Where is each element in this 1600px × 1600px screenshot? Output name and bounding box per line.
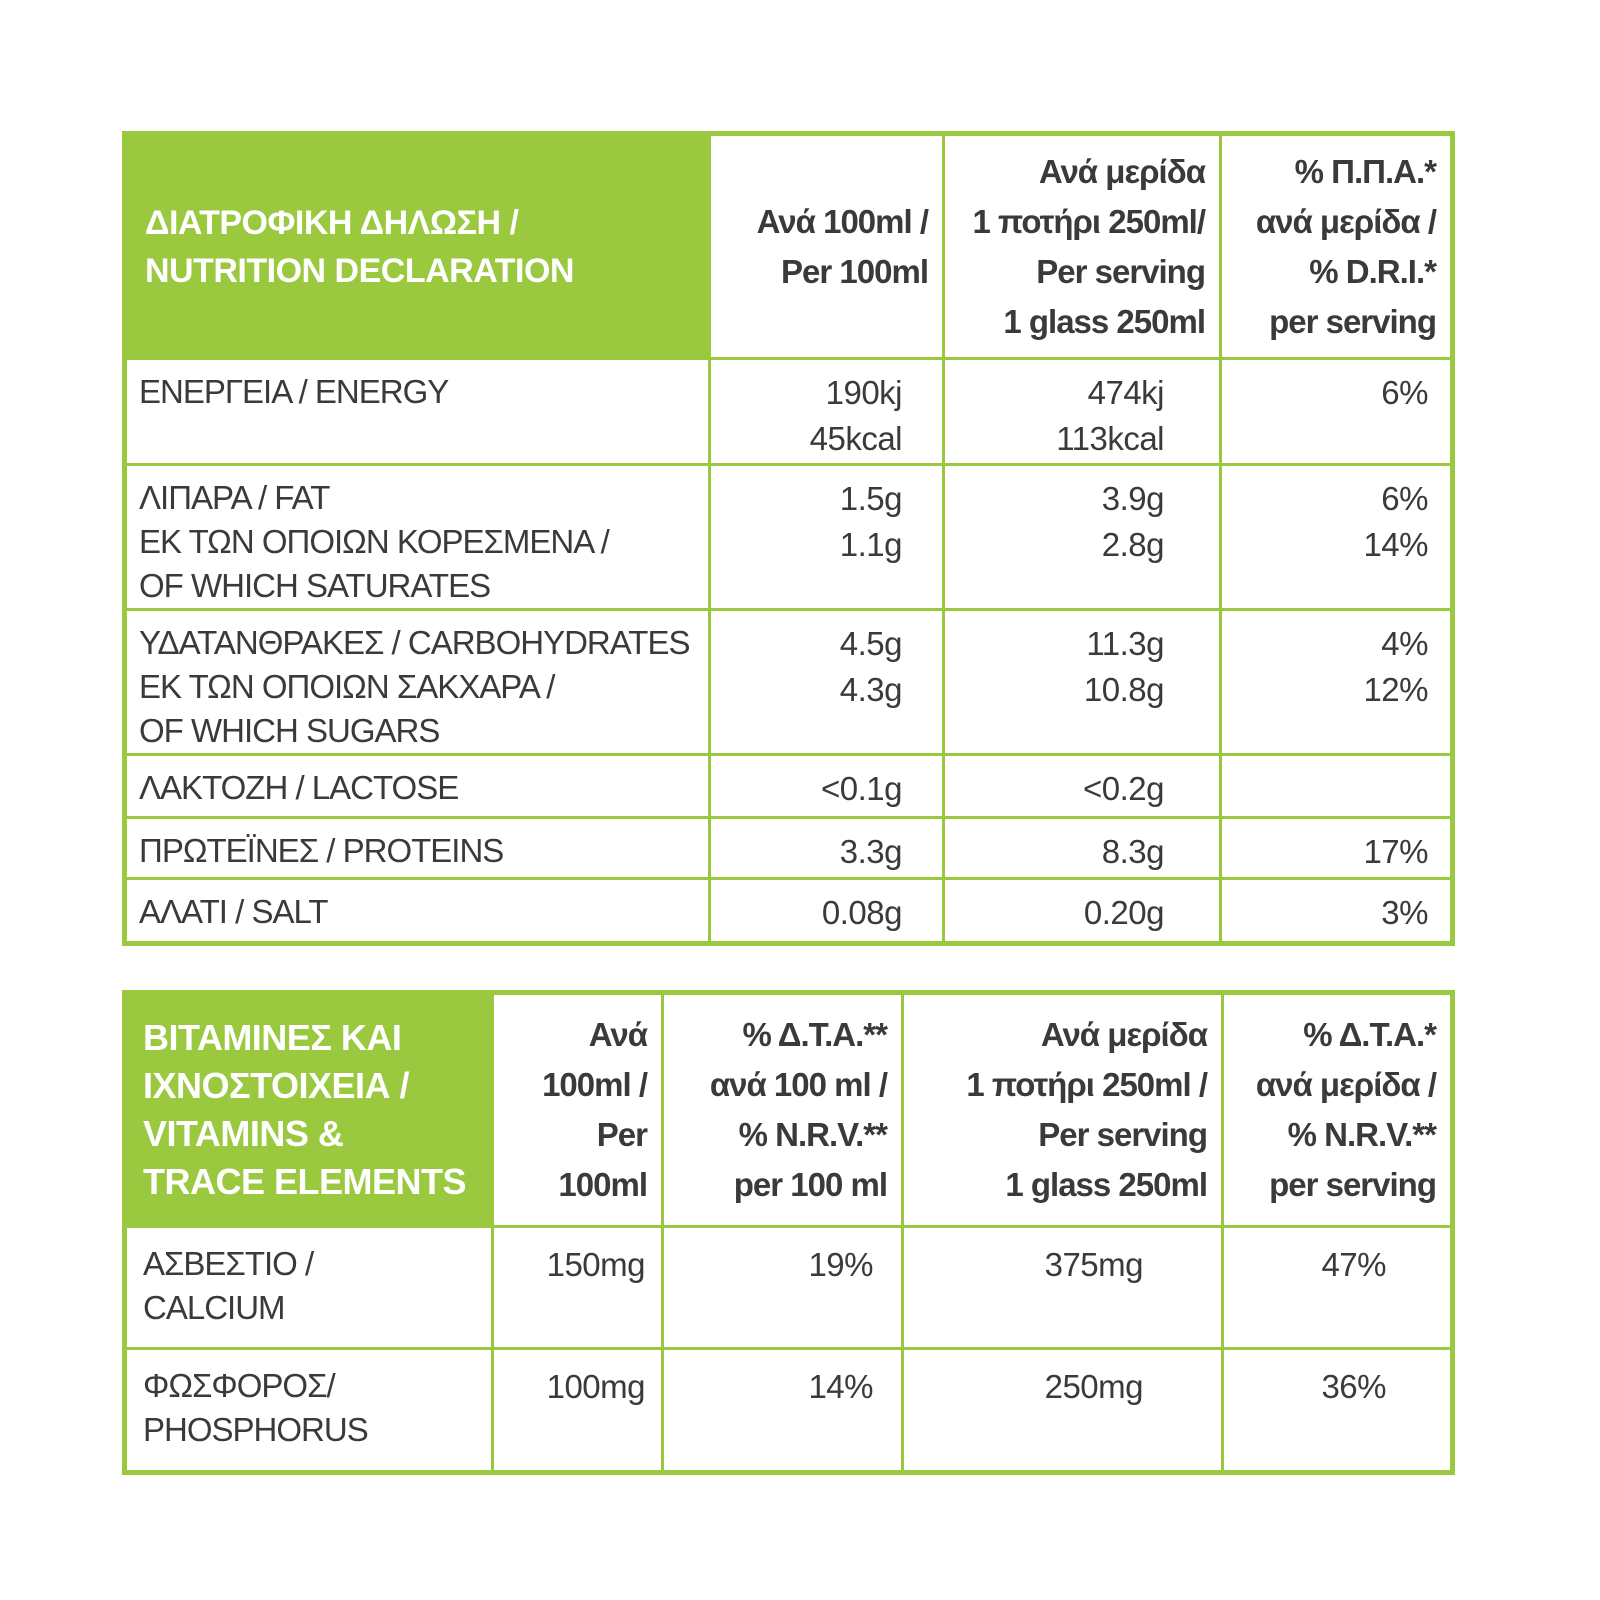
table-row [125, 1227, 1453, 1348]
header-per-serving: Ανά μερίδα 1 ποτήρι 250ml / Per serving 1 glass 250ml [903, 993, 1223, 1227]
value-dri: 17% [1221, 818, 1453, 879]
header-per-100ml: Ανά 100ml / Per 100ml [493, 993, 663, 1227]
vitamins-title: ΒΙΤΑΜΙΝΕΣ ΚΑΙ ΙΧΝΟΣΤΟΙΧΕΙΑ / VITAMINS & TRACE ELEMENTS [125, 993, 493, 1227]
table-row [125, 818, 1453, 879]
value-per-serving: 375mg [903, 1227, 1223, 1348]
vitamins-header-row [125, 993, 1453, 1227]
header-nrv-serving: % Δ.Τ.Α.* ανά μερίδα / % N.R.V.** per serving [1223, 993, 1453, 1227]
table-row [125, 755, 1453, 818]
value-per-100ml: 100mg [493, 1348, 663, 1472]
value-nrv-serving: 36% [1223, 1348, 1453, 1472]
value-per-100ml: <0.1g [710, 755, 944, 818]
table-row [125, 879, 1453, 944]
value-per-100ml: 150mg [493, 1227, 663, 1348]
table-row [125, 465, 1453, 610]
value-per-serving: <0.2g [944, 755, 1221, 818]
value-dri: 3% [1221, 879, 1453, 944]
value-per-serving: 250mg [903, 1348, 1223, 1472]
header-dri: % Π.Π.Α.* ανά μερίδα / % D.R.I.* per serving [1221, 134, 1453, 359]
value-per-100ml: 190kj 45kcal [710, 359, 944, 465]
row-label: ΦΩΣΦΟΡΟΣ/ PHOSPHORUS [125, 1348, 493, 1472]
value-per-serving: 474kj 113kcal [944, 359, 1221, 465]
nutrition-declaration-table [122, 131, 1455, 946]
nutrition-title: ΔΙΑΤΡΟΦΙΚΗ ΔΗΛΩΣΗ / NUTRITION DECLARATION [125, 134, 710, 359]
row-label: ΑΣΒΕΣΤΙΟ / CALCIUM [125, 1227, 493, 1348]
value-per-serving: 0.20g [944, 879, 1221, 944]
table-row [125, 1348, 1453, 1472]
row-label: ΛΑΚΤΟΖΗ / LACTOSE [125, 755, 710, 818]
header-nrv-100ml: % Δ.Τ.Α.** ανά 100 ml / % N.R.V.** per 100 ml [663, 993, 903, 1227]
value-nrv-100ml: 19% [663, 1227, 903, 1348]
value-per-serving: 3.9g 2.8g [944, 465, 1221, 610]
row-label: ΕΝΕΡΓΕΙΑ / ENERGY [125, 359, 710, 465]
value-dri: 6% [1221, 359, 1453, 465]
header-per-100ml: Ανά 100ml / Per 100ml [710, 134, 944, 359]
value-dri: 6% 14% [1221, 465, 1453, 610]
value-per-100ml: 1.5g 1.1g [710, 465, 944, 610]
value-per-serving: 11.3g 10.8g [944, 610, 1221, 755]
header-per-serving: Ανά μερίδα 1 ποτήρι 250ml/ Per serving 1 glass 250ml [944, 134, 1221, 359]
value-dri [1221, 755, 1453, 818]
value-nrv-100ml: 14% [663, 1348, 903, 1472]
vitamins-trace-elements-table [122, 990, 1455, 1475]
row-label: ΥΔΑΤΑΝΘΡΑΚΕΣ / CARBOHYDRATES ΕΚ ΤΩΝ ΟΠΟΙΩΝ ΣΑΚΧΑΡΑ / OF WHICH SUGARS [125, 610, 710, 755]
value-per-100ml: 3.3g [710, 818, 944, 879]
value-per-100ml: 4.5g 4.3g [710, 610, 944, 755]
table-row [125, 359, 1453, 465]
row-label: ΠΡΩΤΕΪΝΕΣ / PROTEINS [125, 818, 710, 879]
value-dri: 4% 12% [1221, 610, 1453, 755]
value-nrv-serving: 47% [1223, 1227, 1453, 1348]
row-label: ΑΛΑΤΙ / SALT [125, 879, 710, 944]
value-per-serving: 8.3g [944, 818, 1221, 879]
table-row [125, 610, 1453, 755]
nutrition-header-row [125, 134, 1453, 359]
value-per-100ml: 0.08g [710, 879, 944, 944]
row-label: ΛΙΠΑΡΑ / FAT ΕΚ ΤΩΝ ΟΠΟΙΩΝ ΚΟΡΕΣΜΕΝΑ / OF WHICH SATURATES [125, 465, 710, 610]
